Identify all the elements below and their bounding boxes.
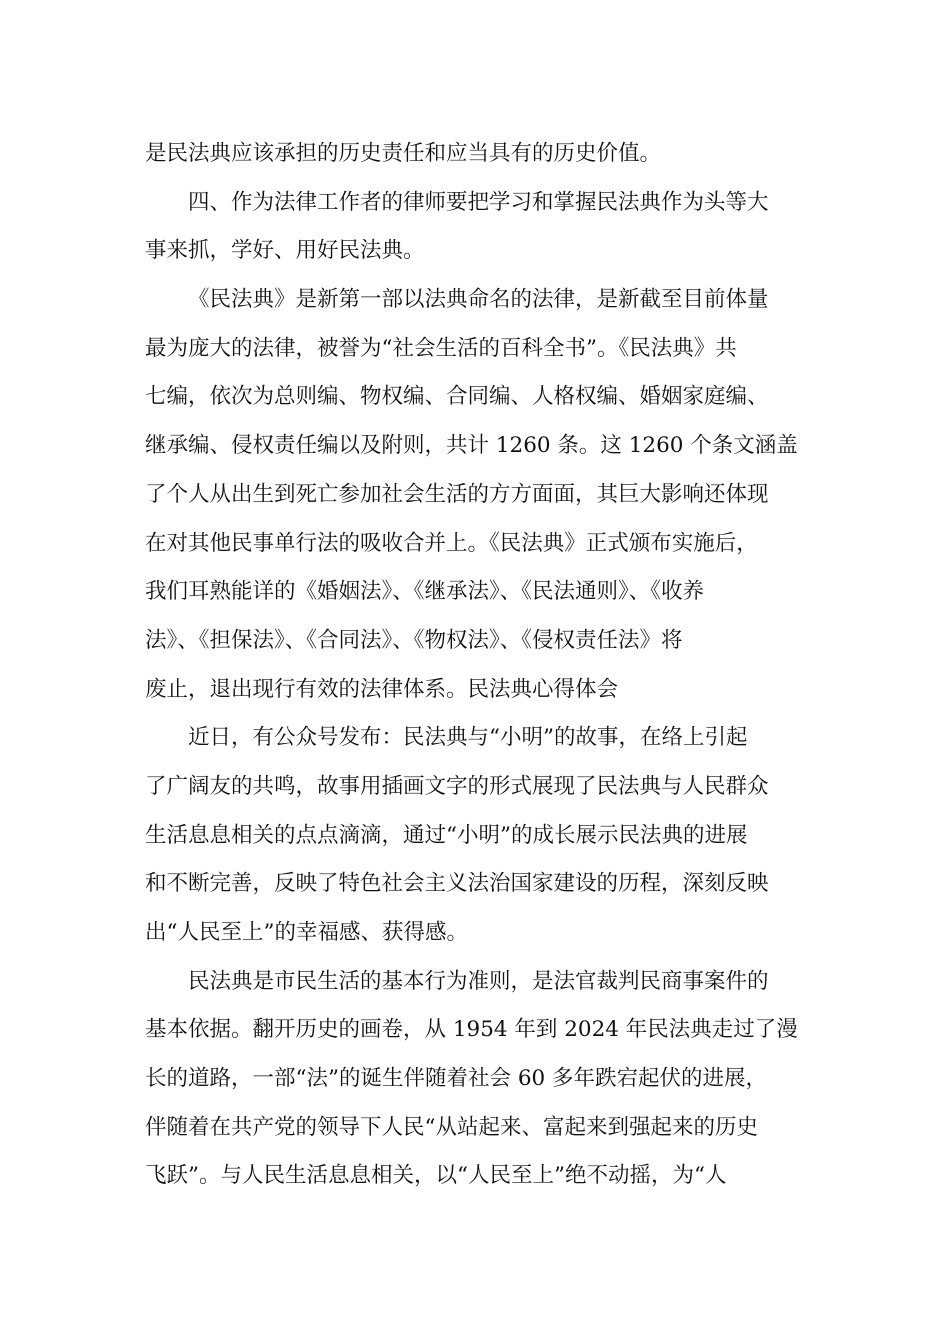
text-line: 最为庞大的法律，被誉为“社会生活的百科全书”。《民法典》共: [145, 335, 737, 361]
text-line: 生活息息相关的点点滴滴，通过“小明”的成长展示民法典的进展: [145, 822, 748, 848]
text-line: 基本依据。翻开历史的画卷，从 1954 年到 2024 年民法典走过了漫: [145, 1017, 798, 1043]
text-line: 四、作为法律工作者的律师要把学习和掌握民法典作为头等大: [188, 189, 769, 215]
text-line: 长的道路，一部“法”的诞生伴随着社会 60 多年跌宕起伏的进展，: [145, 1066, 768, 1092]
text-line: 《民法典》是新第一部以法典命名的法律，是新截至目前体量: [188, 287, 769, 313]
text-line: 事来抓，学好、用好民法典。: [145, 238, 425, 264]
text-line: 废止，退出现行有效的法律体系。民法典心得体会: [145, 676, 619, 702]
text-line: 法》、《担保法》、《合同法》、《物权法》、《侵权责任法》将: [145, 627, 683, 653]
text-line: 和不断完善，反映了特色社会主义法治国家建设的历程，深刻反映: [145, 871, 769, 897]
text-line: 在对其他民事单行法的吸收合并上。《民法典》正式颁布实施后，: [145, 530, 758, 556]
text-line: 继承编、侵权责任编以及附则，共计 1260 条。这 1260 个条文涵盖: [145, 433, 798, 459]
text-line: 近日，有公众号发布：民法典与“小明”的故事，在络上引起: [188, 725, 748, 751]
text-line: 飞跃”。与人民生活息息相关，以“人民至上”绝不动摇，为“人: [145, 1163, 727, 1189]
text-line: 了个人从出生到死亡参加社会生活的方方面面，其巨大影响还体现: [145, 481, 769, 507]
text-line: 出“人民至上”的幸福感、获得感。: [145, 920, 468, 945]
text-line: 是民法典应该承担的历史责任和应当具有的历史价值。: [145, 141, 662, 166]
text-line: 七编，依次为总则编、物权编、合同编、人格权编、婚姻家庭编、: [145, 384, 769, 410]
text-line: 伴随着在共产党的领导下人民“从站起来、富起来到强起来的历史: [145, 1114, 758, 1140]
text-line: 民法典是市民生活的基本行为准则，是法官裁判民商事案件的: [188, 968, 769, 994]
text-line: 我们耳熟能详的《婚姻法》、《继承法》、《民法通则》、《收养: [145, 579, 705, 605]
text-line: 了广阔友的共鸣，故事用插画文字的形式展现了民法典与人民群众: [145, 773, 769, 799]
document-body: [145, 130, 810, 1201]
